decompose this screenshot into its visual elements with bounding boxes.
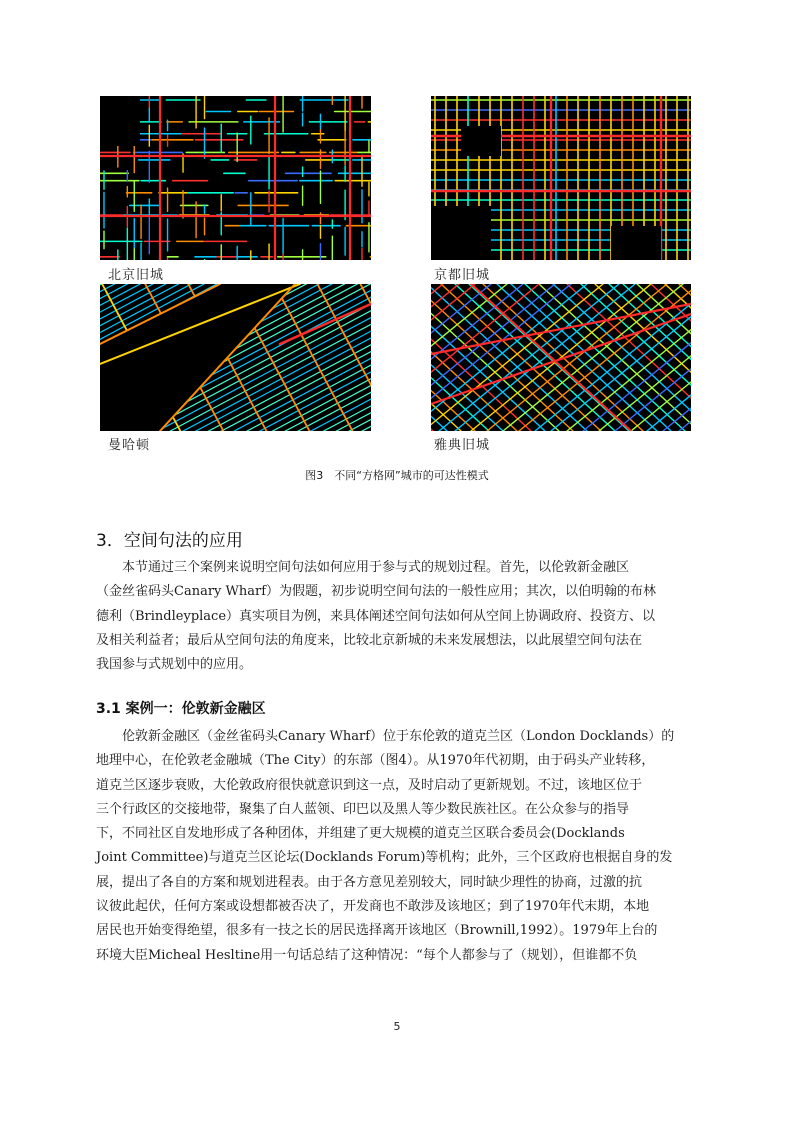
street-segment bbox=[431, 284, 523, 431]
figure-caption: 图3 不同“方格网”城市的可达性模式 bbox=[305, 469, 489, 482]
street-segment bbox=[431, 284, 517, 431]
case-line: 居民也开始变得绝望，很多有一技之长的居民选择离开该地区（Brownill,1992）。1979年上台的 bbox=[96, 923, 658, 939]
map-athens bbox=[431, 284, 691, 431]
street-segment bbox=[535, 284, 691, 431]
case-line: Joint Committee)与道克兰区论坛(Docklands Forum)等机构；此外，三个区政府也根据自身的发 bbox=[96, 850, 673, 866]
case-line: 环境大臣Micheal Hesltine用一句话总结了这种情况：“每个人都参与了（规划），但谁都不负 bbox=[96, 947, 638, 963]
intro-line: （金丝雀码头Canary Wharf）为假题，初步说明空间句法的一般性应用；其次，以伯明翰的布林 bbox=[96, 584, 657, 600]
map-block bbox=[611, 226, 661, 260]
case-line: 下，不同社区自发地形成了各种团体，并组建了更大规模的道克兰区联合委员会(Docklands bbox=[96, 826, 625, 842]
case-line: 伦敦新金融区（金丝雀码头Canary Wharf）位于东伦敦的道克兰区（London Docklands）的 bbox=[122, 729, 675, 744]
label-athens: 雅典旧城 bbox=[434, 438, 491, 453]
street-segment bbox=[431, 284, 461, 431]
label-kyoto: 京都旧城 bbox=[434, 268, 491, 283]
map-block bbox=[461, 126, 501, 156]
case-line: 展，提出了各自的方案和规划进程表。由于各方意见差别较大，同时缺少理性的协商，过激的抗 bbox=[96, 874, 643, 890]
case-line: 三个行政区的交接地带，聚集了白人蓝领、印巴以及黑人等少数民族社区。在公众参与的指导 bbox=[96, 801, 630, 817]
street-segment bbox=[553, 284, 691, 431]
section-heading: 3．空间句法的应用 bbox=[96, 531, 243, 551]
map-manhattan bbox=[100, 284, 371, 431]
map-block bbox=[100, 96, 140, 146]
intro-paragraph bbox=[96, 556, 696, 677]
street-segment bbox=[431, 284, 459, 431]
case-line: 地理中心，在伦敦老金融城（The City）的东部（图4）。从1970年代初期，由于码头产业转移， bbox=[96, 753, 655, 769]
map-block bbox=[431, 206, 491, 260]
label-beijing: 北京旧城 bbox=[108, 268, 165, 283]
intro-line: 德利（Brindleyplace）真实项目为例，来具体阐述空间句法如何从空间上协调政府、投资方、以 bbox=[96, 608, 656, 624]
intro-line: 本节通过三个案例来说明空间句法如何应用于参与式的规划过程。首先，以伦敦新金融区 bbox=[122, 560, 630, 575]
case-line: 议彼此起伏，任何方案或设想都被否决了，开发商也不敢涉及该地区；到了1970年代末期，本地 bbox=[96, 899, 650, 915]
park-void bbox=[100, 284, 295, 431]
map-kyoto bbox=[431, 96, 691, 260]
subsection-heading: 3.1 案例一：伦敦新金融区 bbox=[96, 701, 266, 717]
intro-line: 我国参与式规划中的应用。 bbox=[96, 657, 253, 673]
case-paragraph bbox=[96, 725, 696, 968]
intro-line: 及相关利益者；最后从空间句法的角度来，比较北京新城的未来发展想法，以此展望空间句法在 bbox=[96, 632, 643, 648]
label-manhattan: 曼哈顿 bbox=[108, 438, 151, 453]
page-number: 5 bbox=[393, 1020, 401, 1033]
street-segment bbox=[551, 284, 691, 431]
case-line: 道克兰区逐步衰败，大伦敦政府很快就意识到这一点，及时启动了更新规划。不过，该地区位于 bbox=[96, 777, 643, 793]
map-beijing bbox=[100, 96, 371, 260]
